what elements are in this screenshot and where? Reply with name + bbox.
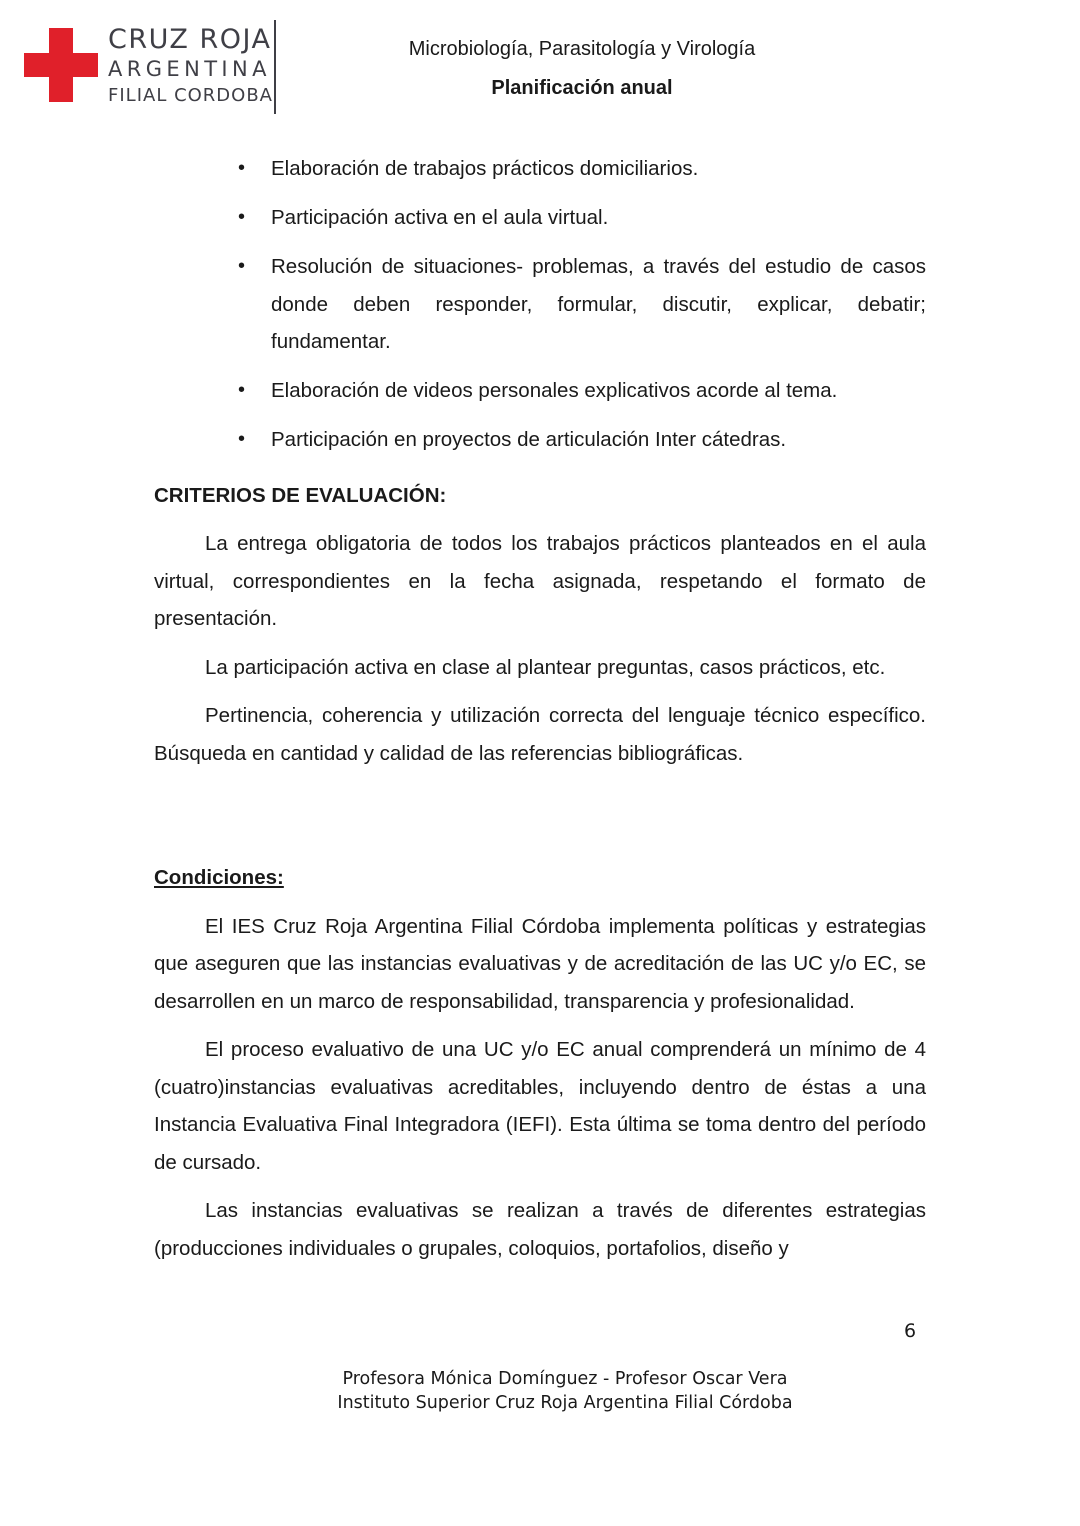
condiciones-paragraph: Las instancias evaluativas se realizan a través de diferentes estrategias (producciones individuales o grupales, coloquios, portafolios, diseño y <box>154 1199 926 1260</box>
bullet-icon: • <box>238 255 246 277</box>
list-item <box>154 150 926 188</box>
criterios-paragraph: La entrega obligatoria de todos los trabajos prácticos planteados en el aula virtual, correspondientes en la fecha asignada, respetando el formato de presentación. <box>154 532 926 630</box>
criterios-heading: CRITERIOS DE EVALUACIÓN: <box>154 483 447 507</box>
header-divider <box>274 20 276 114</box>
list-item <box>154 421 926 459</box>
list-item-text: Elaboración de trabajos prácticos domiciliarios. <box>271 157 699 180</box>
page-header <box>0 0 1080 130</box>
subject-title: Microbiología, Parasitología y Virología <box>408 38 756 60</box>
list-item-text: Participación en proyectos de articulación Inter cátedras. <box>271 428 787 451</box>
logo-wordmark <box>108 22 273 105</box>
list-item <box>154 199 926 237</box>
bullet-icon: • <box>238 157 246 179</box>
logo-line-1: CRUZ ROJA <box>108 24 272 55</box>
criterios-paragraph: La participación activa en clase al plantear preguntas, casos prácticos, etc. <box>205 655 886 679</box>
page-footer <box>290 1367 840 1415</box>
red-cross-icon <box>24 28 98 102</box>
condiciones-heading: Condiciones: <box>154 866 284 889</box>
bullet-icon: • <box>238 428 246 450</box>
list-item <box>154 248 926 361</box>
page-content <box>154 150 926 1278</box>
footer-institution: Instituto Superior Cruz Roja Argentina Filial Córdoba <box>337 1393 793 1413</box>
condiciones-paragraph: El proceso evaluativo de una UC y/o EC anual comprenderá un mínimo de 4 (cuatro)instancias evaluativas acreditables, incluyendo dentro de éstas a una Instancia Evaluativa Final Integradora (IEFI). Esta última se toma dentro del período de cursado. <box>154 1038 926 1174</box>
logo-line-2: ARGENTINA <box>108 57 271 81</box>
criterios-paragraph: Pertinencia, coherencia y utilización correcta del lenguaje técnico específico. Búsqueda en cantidad y calidad de las referencias bibliográficas. <box>154 704 926 765</box>
bullet-icon: • <box>238 206 246 228</box>
activities-list <box>154 150 926 459</box>
list-item <box>154 372 926 410</box>
page-number: 6 <box>903 1320 917 1342</box>
document-title: Planificación anual <box>491 77 673 99</box>
condiciones-paragraph: El IES Cruz Roja Argentina Filial Córdoba implementa políticas y estrategias que aseguren que las instancias evaluativas y de acreditación de las UC y/o EC, se desarrollen en un marco de responsabilidad, transparencia y profesionalidad. <box>154 914 926 1013</box>
list-item-text: Participación activa en el aula virtual. <box>271 206 609 229</box>
footer-authors: Profesora Mónica Domínguez - Profesor Oscar Vera <box>342 1369 788 1389</box>
bullet-icon: • <box>238 379 246 401</box>
list-item-text: Resolución de situaciones- problemas, a través del estudio de casos donde deben responder, formular, discutir, explicar, debatir; fundamentar. <box>271 255 926 353</box>
logo-line-3: FILIAL CORDOBA <box>108 85 273 106</box>
list-item-text: Elaboración de videos personales explicativos acorde al tema. <box>271 379 838 402</box>
cruz-roja-logo <box>24 22 284 114</box>
